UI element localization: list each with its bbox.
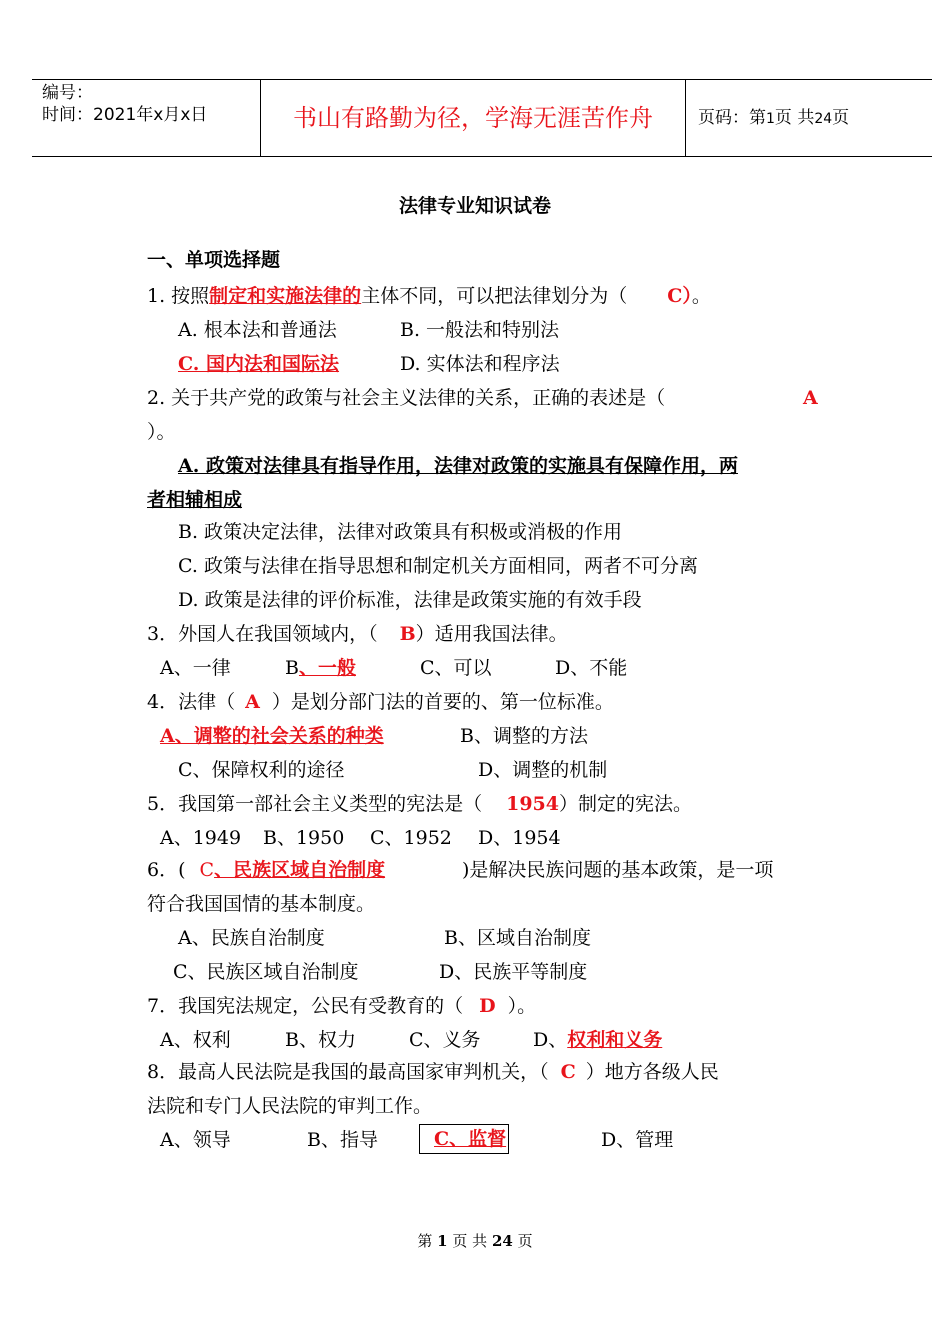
question-1 — [147, 282, 711, 310]
question-2: 2. 关于共产党的政策与社会主义法律的关系，正确的表述是（ — [147, 387, 666, 409]
page-mid: 页 共 — [774, 108, 815, 128]
page-prefix: 页码：第 — [698, 108, 766, 128]
footer-mid: 页 共 — [452, 1232, 488, 1250]
q1-answer: C） — [667, 285, 692, 307]
header-motto: 书山有路勤为径，学海无涯苦作舟 — [260, 80, 686, 156]
q3-option-a: A、一律 — [160, 657, 231, 679]
page-header — [32, 79, 932, 157]
q6-option-d: D、民族平等制度 — [439, 961, 588, 983]
q3-option-c: C、可以 — [420, 657, 492, 679]
q7-option-d-letter: D、 — [533, 1029, 568, 1051]
question-4 — [147, 688, 614, 716]
q1-stem: 主体不同，可以把法律划分为（ — [361, 285, 628, 307]
q4-option-b: B、调整的方法 — [460, 725, 588, 747]
q1-highlight: 制定和实施法律的 — [209, 285, 362, 307]
q5-option-b: B、1950 — [263, 827, 345, 849]
page-footer — [0, 1230, 950, 1251]
q7-stem: 7．我国宪法规定，公民有受教育的（ — [147, 995, 464, 1017]
q8-stem: 8．最高人民法院是我国的最高国家审判机关，（ — [147, 1061, 549, 1083]
q2-option-b: B. 政策决定法律，法律对政策具有积极或消极的作用 — [178, 521, 623, 543]
q7-option-a: A、权利 — [160, 1029, 231, 1051]
q6-option-c: C、民族区域自治制度 — [173, 961, 359, 983]
q6-answer-text-wrap — [214, 859, 407, 881]
q6-option-a: A、民族自治制度 — [178, 927, 325, 949]
q7-end: ）。 — [507, 995, 537, 1017]
question-3 — [147, 620, 568, 648]
q1-option-c-text: C. 国内法和国际法 — [178, 353, 340, 375]
header-page-number — [686, 80, 932, 156]
q4-stem: 4．法律（ — [147, 691, 236, 713]
q8-option-a: A、领导 — [160, 1129, 231, 1151]
q8-option-c: C、监督 — [419, 1124, 509, 1154]
question-6 — [147, 856, 407, 884]
header-meta — [32, 80, 260, 156]
q2-end: ）。 — [147, 421, 176, 443]
q1-option-b: B. 一般法和特别法 — [400, 319, 560, 341]
q7-option-d — [533, 1026, 662, 1054]
footer-prefix: 第 — [417, 1232, 433, 1250]
number-label: 编号： — [42, 83, 93, 103]
q4-option-a: A、调整的社会关系的种类 — [160, 725, 384, 747]
q3-answer: B — [399, 623, 416, 645]
q6-answer-letter: C — [199, 859, 215, 881]
q6-stem-rest: )是解决民族问题的基本政策，是一项 — [462, 859, 774, 881]
q3-option-b-text: 、一般 — [298, 657, 356, 679]
section-heading: 一、单项选择题 — [147, 249, 281, 271]
q4-end: ）是划分部门法的首要的、第一位标准。 — [271, 691, 614, 713]
q8-stem-line2: 法院和专门人民法院的审判工作。 — [147, 1095, 433, 1117]
q7-option-c: C、义务 — [409, 1029, 481, 1051]
q3-stem: 3．外国人在我国领域内，（ — [147, 623, 378, 645]
q3-option-b — [285, 654, 356, 682]
time-label: 时间：2021年x月x日 — [42, 105, 208, 125]
q2-option-a-line2 — [147, 486, 297, 514]
question-7 — [147, 992, 536, 1020]
q1-option-a: A. 根本法和普通法 — [178, 319, 337, 341]
q4-option-d: D、调整的机制 — [478, 759, 608, 781]
q5-option-d: D、1954 — [478, 827, 561, 849]
q5-option-c: C、1952 — [370, 827, 452, 849]
q3-option-d: D、不能 — [555, 657, 628, 679]
q6-stem: 6．( — [147, 859, 186, 881]
q7-option-d-text: 权利和义务 — [567, 1029, 663, 1051]
page-total: 24 — [814, 111, 833, 127]
page-current: 1 — [766, 111, 775, 127]
question-5 — [147, 790, 692, 818]
footer-suffix: 页 — [517, 1232, 533, 1250]
q4-answer: A — [245, 691, 260, 713]
q5-option-a: A、1949 — [160, 827, 242, 849]
q1-end: 。 — [691, 285, 711, 307]
q7-answer: D — [479, 995, 496, 1017]
q3-option-b-letter: B — [285, 657, 299, 679]
q8-option-d: D、管理 — [601, 1129, 674, 1151]
q2-option-a-line2-text: 者相辅相成 — [147, 489, 243, 511]
q7-option-b: B、权力 — [285, 1029, 356, 1051]
q2-answer: A — [803, 387, 818, 409]
q1-number: 1. 按照 — [147, 285, 210, 307]
q5-answer: 1954 — [506, 793, 559, 815]
q2-option-d: D. 政策是法律的评价标准，法律是政策实施的有效手段 — [178, 589, 642, 611]
page-suffix: 页 — [832, 108, 850, 128]
q1-option-d: D. 实体法和程序法 — [400, 353, 560, 375]
q2-option-a-line1: A. 政策对法律具有指导作用，法律对政策的实施具有保障作用，两 — [178, 455, 738, 477]
q5-end: ）制定的宪法。 — [558, 793, 692, 815]
q8-option-b: B、指导 — [307, 1129, 378, 1151]
q5-stem: 5．我国第一部社会主义类型的宪法是（ — [147, 793, 483, 815]
q6-option-b: B、区域自治制度 — [444, 927, 591, 949]
document-title: 法律专业知识试卷 — [398, 195, 551, 217]
footer-current: 1 — [437, 1232, 448, 1250]
question-8 — [147, 1058, 719, 1086]
q2-option-c: C. 政策与法律在指导思想和制定机关方面相同，两者不可分离 — [178, 555, 698, 577]
q8-answer: C — [560, 1061, 576, 1083]
q3-end: ）适用我国法律。 — [415, 623, 568, 645]
q6-answer-text: 、民族区域自治制度 — [214, 859, 386, 881]
q1-option-c — [178, 350, 351, 378]
footer-total: 24 — [491, 1232, 513, 1250]
q4-option-c: C、保障权利的途径 — [178, 759, 345, 781]
q6-stem-line2: 符合我国国情的基本制度。 — [147, 893, 376, 915]
q8-stem-rest: ）地方各级人民 — [585, 1061, 719, 1083]
